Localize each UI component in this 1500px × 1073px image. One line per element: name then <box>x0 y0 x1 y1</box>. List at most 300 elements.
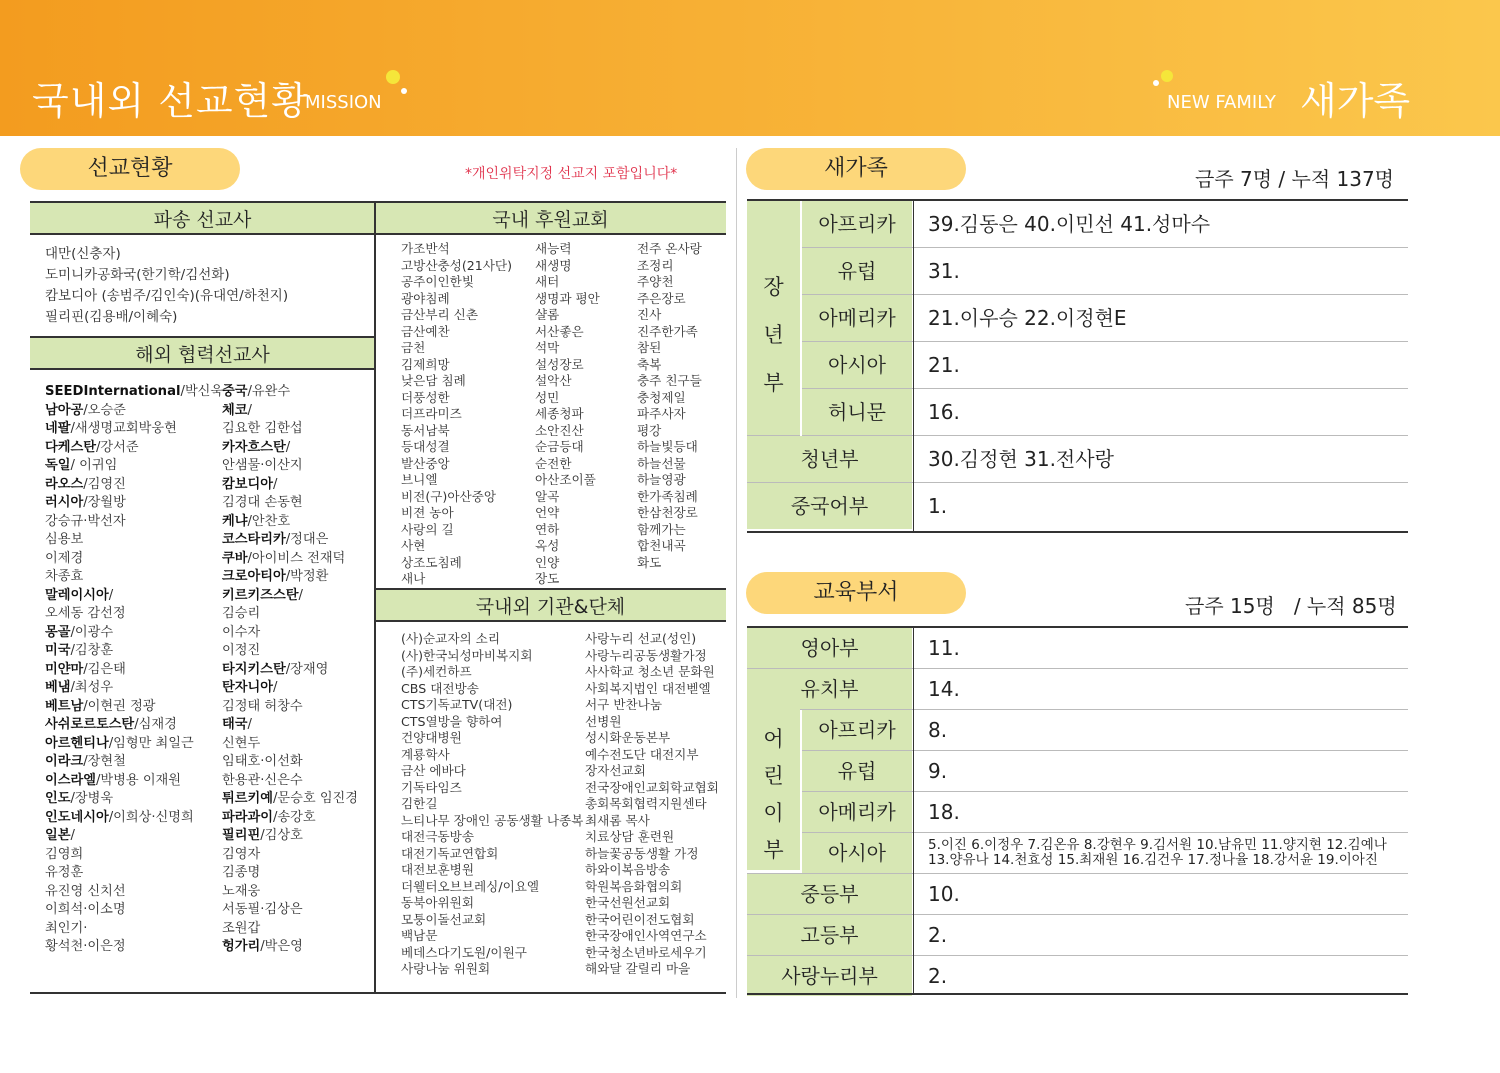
list-item: 장도 <box>535 571 560 586</box>
list-item <box>45 883 223 902</box>
domestic-list-col1 <box>401 241 512 588</box>
missionary-names: /박신욱 <box>180 384 224 399</box>
overseas-list-col1 <box>45 383 223 957</box>
list-item: 연하 <box>535 521 560 537</box>
list-item: 한국장애인사역연구소 <box>585 928 707 943</box>
list-item <box>222 716 358 735</box>
organization-list-col1 <box>401 631 583 978</box>
column-divider <box>800 201 802 436</box>
mission-subtitle: MISSION <box>305 92 382 113</box>
list-item: 해와달 갈릴리 마을 <box>585 961 691 976</box>
list-item: 금천 <box>401 340 426 355</box>
list-item <box>222 661 358 680</box>
list-item: 더웰터오브브레싱/이요엘 <box>401 878 540 894</box>
missionary-names: 김영희 <box>45 846 84 862</box>
country-name: 아르헨티나 <box>45 735 109 751</box>
list-item: 한삼천장로 <box>637 505 698 520</box>
list-item: 언약 <box>535 505 560 520</box>
dot-decoration-icon <box>386 70 400 84</box>
list-item: 서구 반찬나눔 <box>585 697 662 712</box>
country-name: 파라과이 <box>222 809 273 825</box>
list-item <box>45 531 223 550</box>
missionary-names: 김종명 <box>222 865 261 880</box>
list-item <box>222 439 358 458</box>
country-name: 키르키즈스탄 <box>222 587 299 603</box>
list-item: 한가족침례 <box>637 488 698 504</box>
missionary-names: 황석천·이은정 <box>45 939 126 954</box>
table-cell-value: 8. <box>928 718 948 742</box>
newfamily-title: 새가족 <box>1300 79 1411 123</box>
education-table <box>747 626 1408 995</box>
missionary-names: /강서준 <box>95 439 139 455</box>
missionary-names: 노재웅 <box>222 883 261 899</box>
list-item: 새능력 <box>535 241 572 256</box>
table-cell-value: 14. <box>928 677 960 701</box>
list-item <box>222 402 358 421</box>
list-item <box>45 735 223 754</box>
country-name: 카자흐스탄 <box>222 439 286 455</box>
list-item: 더풍성한 <box>401 389 450 405</box>
list-item: 새나 <box>401 571 426 586</box>
table-cell-value: 1. <box>928 494 948 518</box>
list-item <box>45 494 223 513</box>
list-item: 화도 <box>637 554 662 570</box>
list-item: 알곡 <box>535 488 560 504</box>
missionary-names: /정대은 <box>285 532 329 547</box>
table-cell-name: 아메리카 <box>802 792 912 832</box>
missionary-names: 조원갑 <box>222 920 261 936</box>
list-item <box>222 809 358 828</box>
missionary-names: /유완수 <box>247 384 291 399</box>
list-item: 서산좋은 <box>535 323 584 339</box>
table-cell-name: 유럽 <box>802 751 912 791</box>
list-item <box>45 827 223 846</box>
missionary-names: / <box>247 717 252 732</box>
missionary-names: /장현철 <box>83 754 126 769</box>
domestic-list-col2 <box>535 241 600 588</box>
table-cell-value: 10. <box>928 882 960 906</box>
table-cell-value: 30.김정현 31.전사랑 <box>928 447 1114 471</box>
list-item <box>45 846 223 865</box>
list-item: 설악산 <box>535 373 572 388</box>
country-name: 튀르키예 <box>222 791 273 806</box>
list-item <box>222 587 358 606</box>
youth-group-label: 장 년 부 <box>747 201 800 437</box>
table-cell-name: 아메리카 <box>802 295 912 341</box>
missionary-names: 신현두 <box>222 735 261 751</box>
list-item <box>222 735 358 754</box>
table-cell-name: 고등부 <box>747 915 912 955</box>
list-item: 주양천 <box>637 274 674 289</box>
missionary-names: 심용보 <box>45 532 84 547</box>
missionary-names: 오세동 감선정 <box>45 606 126 621</box>
list-item: 최새롬 목사 <box>585 812 650 828</box>
list-item <box>222 679 358 698</box>
list-item <box>222 531 358 550</box>
list-item <box>45 420 223 439</box>
missionary-names: 유진영 신치선 <box>45 883 126 899</box>
country-name: 코스타리카 <box>222 532 286 547</box>
list-item <box>222 827 358 846</box>
list-item: 상조도침례 <box>401 554 462 570</box>
list-item: (주)세컨하프 <box>401 664 472 679</box>
list-item: (사)순교자의 소리 <box>401 631 500 646</box>
country-name: SEEDInternational <box>45 384 181 399</box>
list-item: 필리핀(김용배/이혜숙) <box>45 309 178 325</box>
list-item: 동서남북 <box>401 422 450 438</box>
list-item <box>45 568 223 587</box>
country-name: 사쉬로르토스탄 <box>45 717 135 732</box>
newfamily-subtitle: NEW FAMILY <box>1167 92 1276 113</box>
organization-header: 국내외 기관&단체 <box>375 588 726 622</box>
table-cell-value: 21. <box>928 353 960 377</box>
country-name: 쿠바 <box>222 550 248 566</box>
list-item: 사랑나눔 위원회 <box>401 961 491 976</box>
list-item: 동북아위원회 <box>401 895 474 910</box>
missionary-names: /김창훈 <box>70 643 114 658</box>
list-item: 샬롬 <box>535 307 560 322</box>
list-item: 김제희망 <box>401 356 450 372</box>
table-cell-name: 중국어부 <box>747 483 912 529</box>
missionary-names: /오승준 <box>83 402 126 418</box>
list-item: 장자선교회 <box>585 763 646 778</box>
list-item: 기독타임즈 <box>401 779 462 795</box>
missionary-names: /장병욱 <box>70 791 114 806</box>
country-name: 캄보디아 <box>222 476 273 492</box>
missionary-names: / <box>298 587 303 603</box>
list-item: 인양 <box>535 554 560 570</box>
missionary-names: /이현권 정광 <box>83 698 156 714</box>
country-name: 크로아티아 <box>222 569 286 584</box>
list-item <box>45 809 223 828</box>
list-item: 금산예찬 <box>401 323 450 339</box>
list-item: 합천내곡 <box>637 538 686 553</box>
list-item <box>45 439 223 458</box>
list-item: 사회복지법인 대전벧엘 <box>585 680 711 696</box>
missionary-names: 유정훈 <box>45 865 84 880</box>
list-item <box>45 624 223 643</box>
list-item: 조정리 <box>637 257 674 273</box>
list-item: 새생명 <box>535 257 572 273</box>
newfamily-section-pill: 새가족 <box>746 148 966 190</box>
list-item: 사랑의 길 <box>401 521 454 537</box>
list-item: 하늘꽃공동생활 가정 <box>585 845 699 861</box>
mission-section-pill: 선교현황 <box>20 148 240 190</box>
list-item: 캄보디아 (송범주/김인숙)(유대연/하천지) <box>45 288 289 304</box>
list-item: 생명과 평안 <box>535 290 600 306</box>
missionary-names: 안샘물·이산지 <box>222 458 303 473</box>
list-item: 축복 <box>637 356 662 372</box>
missionary-names: /송강호 <box>272 809 316 825</box>
missionary-names: /김은태 <box>83 661 126 677</box>
missionary-names: 김영자 <box>222 846 261 862</box>
list-item: 선병원 <box>585 713 622 729</box>
list-item: 대만(신충자) <box>45 246 121 262</box>
table-cell-name: 영아부 <box>747 628 912 668</box>
list-item: 대전극동방송 <box>401 829 474 844</box>
missionary-names: / <box>108 587 114 603</box>
table-cell-value: 9. <box>928 759 948 783</box>
list-item <box>222 383 358 402</box>
list-item <box>45 661 223 680</box>
table-cell-name: 아프리카 <box>802 710 912 750</box>
list-item <box>222 624 358 643</box>
list-item: 새터 <box>535 274 560 289</box>
dot-decoration-icon <box>1161 70 1173 82</box>
missionary-names: 서동필·김상은 <box>222 902 303 917</box>
mission-note: *개인위탁지정 선교지 포함입니다* <box>465 166 678 182</box>
list-item <box>45 753 223 772</box>
sent-list <box>45 244 288 328</box>
list-item: CBS 대전방송 <box>401 680 479 696</box>
list-item <box>45 716 223 735</box>
list-item <box>45 901 223 920</box>
list-item: 총회목회협력지원센타 <box>585 796 707 811</box>
country-name: 몽골 <box>45 624 71 640</box>
missionary-names: /심재경 <box>134 717 177 732</box>
organization-list-col2 <box>585 631 719 978</box>
missionary-names: /안찬호 <box>247 513 291 529</box>
list-item <box>222 568 358 587</box>
list-item: CTS기독교TV(대전) <box>401 697 513 712</box>
list-item <box>222 846 358 865</box>
table-cell-name: 중등부 <box>747 874 912 914</box>
list-item: 느티나무 장애인 공동생활 나종복 <box>401 812 584 828</box>
newfamily-table <box>747 199 1408 533</box>
list-item <box>222 753 358 772</box>
list-item <box>222 550 358 569</box>
list-item: 비젼 농아 <box>401 505 454 520</box>
table-cell-name: 유럽 <box>802 248 912 294</box>
mission-title: 국내외 선교현황 <box>32 79 310 123</box>
list-item: 낮은담 침례 <box>401 373 466 388</box>
country-name: 이스라엘 <box>45 772 96 788</box>
missionary-names: /문승호 임진경 <box>272 791 359 806</box>
list-item: 전주 온사랑 <box>637 241 702 256</box>
list-item: 충주 친구들 <box>637 373 702 388</box>
list-item: 석막 <box>535 340 560 355</box>
list-item <box>222 883 358 902</box>
missionary-names: / <box>285 439 291 455</box>
country-name: 일본 <box>45 828 71 843</box>
list-item: 계룡학사 <box>401 746 450 762</box>
list-item <box>222 938 358 957</box>
country-name: 베냄 <box>45 680 71 695</box>
list-item: 세종청파 <box>535 406 584 421</box>
list-item: 사현 <box>401 538 426 553</box>
table-cell-value: 16. <box>928 400 960 424</box>
missionary-names: /장월방 <box>83 495 126 510</box>
table-cell-name: 허니문 <box>802 389 912 435</box>
list-item <box>45 698 223 717</box>
list-item <box>45 383 223 402</box>
list-item: 하늘영광 <box>637 472 686 487</box>
country-name: 라오스 <box>45 476 84 492</box>
list-item: 모퉁이돌선교회 <box>401 911 487 927</box>
missionary-names: /장재영 <box>285 661 329 677</box>
list-item: 가조반석 <box>401 241 450 256</box>
table-cell-name: 유치부 <box>747 669 912 709</box>
list-item: 함께가는 <box>637 521 686 537</box>
missionary-names: 이제경 <box>45 550 84 566</box>
missionary-names: /이광수 <box>70 624 114 640</box>
country-name: 체코 <box>222 402 248 418</box>
list-item: 참된 <box>637 340 662 355</box>
list-item: 발산중앙 <box>401 455 450 471</box>
list-item: 사사학교 청소년 문화원 <box>585 664 715 679</box>
country-name: 태국 <box>222 717 248 732</box>
country-name: 말레이시아 <box>45 587 109 603</box>
table-cell-value: 2. <box>928 964 948 988</box>
table-bottom-rule <box>747 993 1408 995</box>
page-divider <box>736 148 737 998</box>
list-item: 순전한 <box>535 455 572 471</box>
missionary-names: 한용관·신은수 <box>222 772 303 788</box>
list-item: 치료상담 훈련원 <box>585 829 675 844</box>
header-banner <box>0 0 1500 136</box>
column-divider <box>913 201 914 531</box>
list-item <box>222 513 358 532</box>
table-cell-value: 39.김동은 40.이민선 41.성마수 <box>928 212 1211 236</box>
list-item: 고방산충성(21사단) <box>401 257 513 273</box>
newfamily-summary: 금주 7명 / 누적 137명 <box>1195 167 1394 191</box>
country-name: 타지키스탄 <box>222 661 286 677</box>
table-cell-value-line2: 13.양유나 14.천효성 15.최재원 16.김건우 17.정나율 18.강서윤 19.이아진 <box>928 852 1378 868</box>
list-item <box>222 864 358 883</box>
list-item <box>222 457 358 476</box>
country-name: 인도 <box>45 791 71 806</box>
domestic-list-col3 <box>637 241 702 571</box>
list-item: 건양대병원 <box>401 730 462 745</box>
missionary-names: /임형만 최일근 <box>108 735 194 751</box>
list-item <box>45 457 223 476</box>
missionary-names: /최성우 <box>70 680 114 695</box>
list-item: 하늘빛등대 <box>637 439 698 454</box>
list-item: 예수전도단 대전지부 <box>585 746 699 762</box>
list-item <box>45 790 223 809</box>
list-item <box>45 864 223 883</box>
list-item: 사랑누리공동생활가정 <box>585 647 707 663</box>
list-item: 대전보훈병원 <box>401 862 474 877</box>
missionary-names: 이정진 <box>222 643 261 658</box>
list-item <box>45 920 223 939</box>
missionary-names: /박병용 이재원 <box>95 772 182 788</box>
list-item: 주은장로 <box>637 290 686 306</box>
list-item: (사)한국뇌성마비복지회 <box>401 647 533 663</box>
list-item: 충청제일 <box>637 389 686 405</box>
overseas-list-col2 <box>222 383 358 957</box>
missionary-names: 김경대 손동현 <box>222 495 303 510</box>
list-item <box>222 698 358 717</box>
list-item <box>222 901 358 920</box>
list-item <box>45 605 223 624</box>
country-name: 인도네시아 <box>45 809 109 825</box>
list-item: 파주사자 <box>637 406 686 421</box>
list-item: CTS열방을 향하여 <box>401 713 503 729</box>
list-item <box>222 920 358 939</box>
table-cell-value: 2. <box>928 923 948 947</box>
country-name: 필리핀 <box>222 828 261 843</box>
country-name: 헝가리 <box>222 939 261 954</box>
table-cell-name: 아프리카 <box>802 201 912 247</box>
missionary-names: /박은영 <box>260 939 303 954</box>
list-item: 아산조이풀 <box>535 472 596 487</box>
table-bottom-rule <box>747 531 1408 533</box>
list-item: 설성장로 <box>535 356 584 372</box>
table-cell-value-line1: 5.이진 6.이정우 7.김온유 8.강현우 9.김서원 10.남유민 11.양지현 12.김예나 <box>928 837 1387 853</box>
list-item: 사랑누리 선교(성인) <box>585 631 697 646</box>
column-divider <box>374 201 376 993</box>
country-name: 남아공 <box>45 402 84 418</box>
overseas-missionary-header: 해외 협력선교사 <box>30 336 375 370</box>
education-section-pill: 교육부서 <box>746 572 966 614</box>
missionary-names: 이수자 <box>222 624 261 640</box>
list-item <box>45 587 223 606</box>
list-item: 소안진산 <box>535 422 584 438</box>
list-item <box>45 513 223 532</box>
missionary-names: / <box>247 402 252 418</box>
list-item: 공주이인한빛 <box>401 274 474 289</box>
education-summary: 금주 15명 / 누적 85명 <box>1185 594 1397 618</box>
list-item: 베데스다기도원/이원구 <box>401 944 527 960</box>
list-item: 금산부리 신촌 <box>401 307 478 322</box>
list-item: 하늘선물 <box>637 455 686 471</box>
country-name: 다케스탄 <box>45 439 96 455</box>
missionary-names: / <box>70 828 75 843</box>
missionary-names: /아이비스 전재덕 <box>247 550 346 566</box>
list-item: 금산 에바다 <box>401 763 466 778</box>
country-name: 베트남 <box>45 698 84 714</box>
table-cell-name: 아시아 <box>802 342 912 388</box>
list-item: 하와이복음방송 <box>585 862 671 877</box>
list-item <box>222 790 358 809</box>
missionary-names: /박정환 <box>285 569 329 584</box>
country-name: 중국 <box>222 384 248 399</box>
table-cell-name: 사랑누리부 <box>747 956 912 996</box>
list-item <box>222 772 358 791</box>
list-item: 진주한가족 <box>637 323 698 339</box>
country-name: 미국 <box>45 643 71 658</box>
list-item: 등대성결 <box>401 439 450 454</box>
list-item: 더프라미즈 <box>401 406 462 421</box>
missionary-names: / <box>272 680 278 695</box>
list-item <box>45 476 223 495</box>
missionary-names: 김요한 김한섭 <box>222 421 303 436</box>
list-item: 브니엘 <box>401 472 438 487</box>
list-item <box>222 494 358 513</box>
list-item <box>45 402 223 421</box>
missionary-names: 김정태 허창수 <box>222 698 303 714</box>
missionary-names: 임태호·이선화 <box>222 754 303 769</box>
children-group-label: 어 린 이 부 <box>747 709 800 870</box>
bottom-rule <box>30 992 726 994</box>
list-item: 진사 <box>637 307 662 322</box>
country-name: 네팔 <box>45 421 71 436</box>
table-cell-value: 21.이우승 22.이정현E <box>928 306 1127 330</box>
missionary-names: 차종효 <box>45 569 84 584</box>
table-cell-value: 18. <box>928 800 960 824</box>
list-item: 대전기독교연합회 <box>401 845 499 861</box>
list-item: 광야침례 <box>401 290 450 306</box>
column-divider <box>913 628 914 993</box>
list-item: 비전(구)아산중앙 <box>401 488 496 504</box>
list-item <box>222 642 358 661</box>
table-cell-name: 청년부 <box>747 436 912 482</box>
country-name: 독일 <box>45 458 71 473</box>
list-item <box>45 772 223 791</box>
country-name: 탄자니아 <box>222 680 273 695</box>
list-item <box>45 679 223 698</box>
